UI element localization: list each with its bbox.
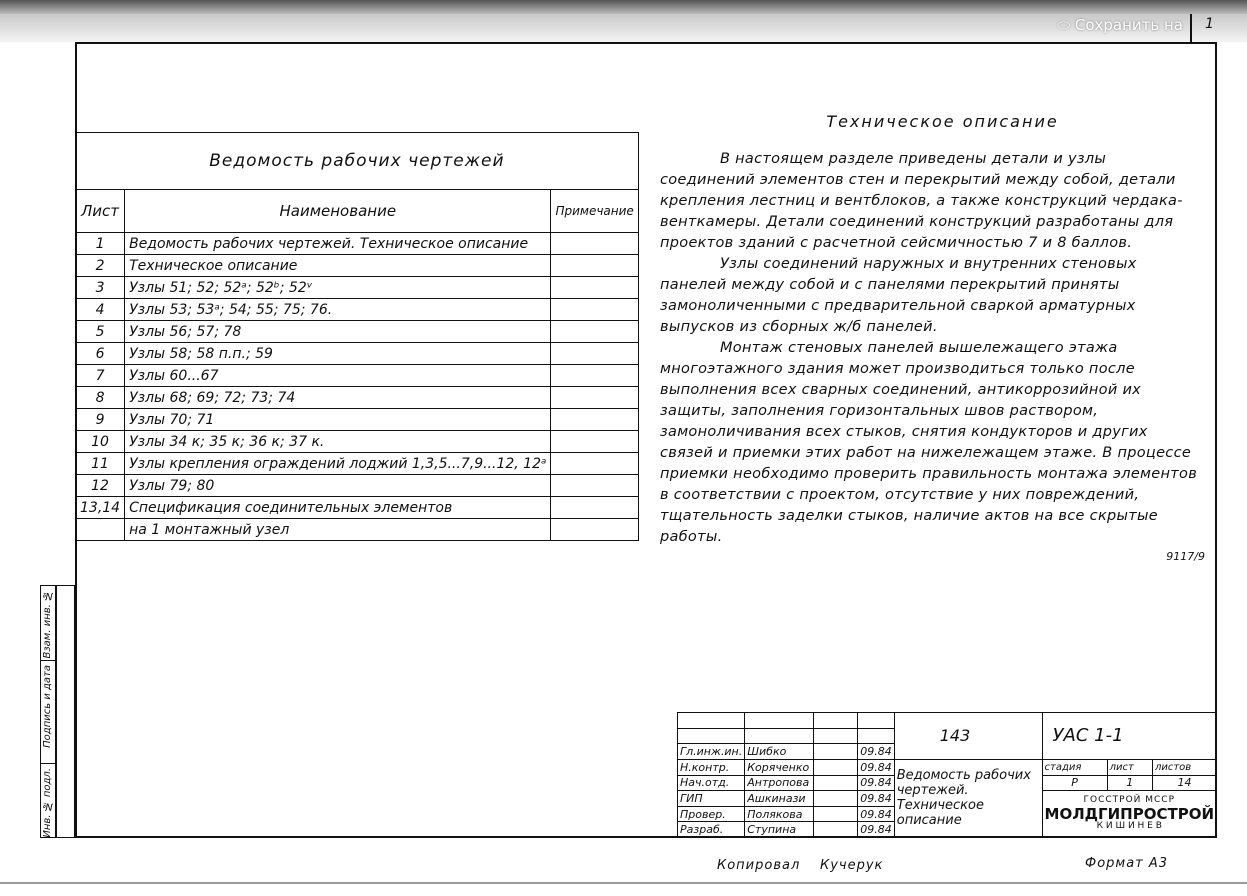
- staff-signature: [814, 744, 858, 760]
- sheets-label: листов: [1152, 759, 1216, 775]
- code-right: УАС 1-1: [1042, 713, 1216, 760]
- row-name: Техническое описание: [125, 255, 551, 277]
- drawings-register-table: [75, 132, 639, 541]
- table-row: [76, 321, 639, 343]
- row-name: Узлы 34 к; 35 к; 36 к; 37 к.: [125, 431, 551, 453]
- side-stamp: [40, 585, 75, 838]
- table-row: [76, 277, 639, 299]
- sheet-label: лист: [1107, 759, 1152, 775]
- register-title: Ведомость рабочих чертежей: [76, 133, 639, 190]
- sheet-value: 1: [1107, 775, 1152, 791]
- row-note: [551, 233, 638, 255]
- table-row: [76, 497, 639, 519]
- row-sheet: 3: [76, 277, 125, 299]
- staff-signature: [814, 759, 858, 775]
- org-city: К И Ш И Н Е В: [1096, 821, 1162, 832]
- table-row: [76, 233, 639, 255]
- row-name: Узлы 53; 53ᵃ; 54; 55; 75; 76.: [125, 299, 551, 321]
- row-note: [551, 497, 638, 519]
- top-bar: [0, 0, 1247, 14]
- table-row: [76, 387, 639, 409]
- code-left: 143: [894, 713, 1042, 760]
- row-sheet: 2: [76, 255, 125, 277]
- row-name: Спецификация соединительных элементов: [125, 497, 551, 519]
- corner-divider: [1190, 14, 1192, 42]
- staff-name: Полякова: [745, 806, 814, 822]
- row-note: [551, 343, 638, 365]
- stage-label: стадия: [1042, 759, 1107, 775]
- side-stamp-inventory: Инв. № подл.: [42, 768, 53, 838]
- staff-role: Нач.отд.: [678, 775, 745, 791]
- header-sheet: Лист: [76, 190, 125, 233]
- row-sheet: 5: [76, 321, 125, 343]
- table-row: [76, 409, 639, 431]
- sheets-value: 14: [1152, 775, 1216, 791]
- side-divider: [55, 586, 57, 837]
- staff-role: Н.контр.: [678, 759, 745, 775]
- stage-value: Р: [1042, 775, 1107, 791]
- row-note: [551, 255, 638, 277]
- row-sheet: 11: [76, 453, 125, 475]
- description-paragraph: Узлы соединений наружных и внутренних стеновых панелей между собой и с панелями перекрытий приняты замоноличенными с предварительной сваркой арматурных выпусков из сборных ж/б панелей.: [660, 256, 1137, 335]
- save-icon: ⬭: [1057, 16, 1075, 34]
- row-note: [551, 453, 638, 475]
- copied-label: Копировал: [717, 858, 801, 873]
- staff-signature: [814, 791, 858, 807]
- row-name: Ведомость рабочих чертежей. Техническое описание: [125, 233, 551, 255]
- staff-date: 09.84: [858, 822, 895, 838]
- row-note: [551, 475, 638, 497]
- row-note: [551, 387, 638, 409]
- description-title: Техническое описание: [826, 112, 1059, 131]
- row-sheet: 12: [76, 475, 125, 497]
- reference-number: 9117/9: [1166, 550, 1205, 563]
- row-name: на 1 монтажный узел: [125, 519, 551, 541]
- description-paragraph: Монтаж стеновых панелей вышележащего этажа многоэтажного здания может производиться только после выполнения всех сварных соединений, антикоррозийной их защиты, заполнения горизонтальных швов раствором, замоноличивания всех стыков, снятия кондукторов и других связей и приемки этих работ на нижележащем этаже. В процессе приемки необходимо проверить правильность монтажа элементов в соответствии с проектом, отсутствие у них повреждений, тщательность заделки стыков, наличие актов на все скрытые работы.: [660, 340, 1198, 545]
- staff-signature: [814, 775, 858, 791]
- sheet-corner-number: 1: [1205, 16, 1214, 32]
- table-row: [76, 453, 639, 475]
- row-sheet: [76, 519, 125, 541]
- row-sheet: 10: [76, 431, 125, 453]
- row-sheet: 7: [76, 365, 125, 387]
- row-name: Узлы 60...67: [125, 365, 551, 387]
- row-note: [551, 277, 638, 299]
- row-note: [551, 431, 638, 453]
- staff-name: Коряченко: [745, 759, 814, 775]
- row-name: Узлы 70; 71: [125, 409, 551, 431]
- row-note: [551, 409, 638, 431]
- side-stamp-signature: Подпись и дата: [42, 665, 53, 748]
- staff-role: Гл.инж.ин.: [678, 744, 745, 760]
- row-note: [551, 321, 638, 343]
- row-note: [551, 365, 638, 387]
- org-top: ГОССТРОЙ МССР: [1083, 794, 1176, 805]
- table-row: [76, 365, 639, 387]
- header-name: Наименование: [125, 190, 551, 233]
- row-name: Узлы 79; 80: [125, 475, 551, 497]
- staff-date: 09.84: [858, 791, 895, 807]
- row-sheet: 4: [76, 299, 125, 321]
- table-row: [76, 519, 639, 541]
- row-sheet: 8: [76, 387, 125, 409]
- staff-signature: [814, 822, 858, 838]
- org-name: МОЛДГИПРОСТРОЙ: [1044, 804, 1214, 823]
- row-sheet: 6: [76, 343, 125, 365]
- format-label: Формат А3: [1085, 856, 1169, 871]
- staff-name: Шибко: [745, 744, 814, 760]
- staff-role: ГИП: [678, 791, 745, 807]
- table-row: [76, 431, 639, 453]
- staff-name: Ступина: [745, 822, 814, 838]
- document-title: Ведомость рабочих чертежей. Техническое описание: [894, 759, 1042, 837]
- row-sheet: 13,14: [76, 497, 125, 519]
- table-row: [76, 475, 639, 497]
- row-name: Узлы 56; 57; 78: [125, 321, 551, 343]
- staff-name: Ашкинази: [745, 791, 814, 807]
- staff-date: 09.84: [858, 775, 895, 791]
- staff-name: Антропова: [745, 775, 814, 791]
- technical-description: [660, 112, 1205, 564]
- table-row: [76, 299, 639, 321]
- table-row: [76, 343, 639, 365]
- table-row: [76, 255, 639, 277]
- side-stamp-replaced: Взам. инв. №: [42, 590, 53, 659]
- row-sheet: 9: [76, 409, 125, 431]
- row-note: [551, 299, 638, 321]
- staff-role: Провер.: [678, 806, 745, 822]
- row-name: Узлы крепления ограждений лоджий 1,3,5...7,9...12, 12ᵃ: [125, 453, 551, 475]
- row-sheet: 1: [76, 233, 125, 255]
- row-name: Узлы 68; 69; 72; 73; 74: [125, 387, 551, 409]
- staff-signature: [814, 806, 858, 822]
- copied-by: Кучерук: [820, 858, 884, 873]
- staff-date: 09.84: [858, 744, 895, 760]
- description-paragraph: В настоящем разделе приведены детали и узлы соединений элементов стен и перекрытий между собой, детали крепления лестниц и вентблоков, а также конструкций чердака-венткамеры. Детали соединений конструкций разработаны для проектов зданий с расчетной сейсмичностью 7 и 8 баллов.: [660, 151, 1183, 251]
- row-name: Узлы 51; 52; 52ᵃ; 52ᵇ; 52ᵛ: [125, 277, 551, 299]
- staff-role: Разраб.: [678, 822, 745, 838]
- row-name: Узлы 58; 58 п.п.; 59: [125, 343, 551, 365]
- header-note: Примечание: [551, 190, 638, 233]
- row-note: [551, 519, 638, 541]
- scan-edge: [0, 882, 1247, 884]
- save-button[interactable]: ⬭ Сохранить на: [1057, 16, 1183, 34]
- staff-date: 09.84: [858, 806, 895, 822]
- staff-date: 09.84: [858, 759, 895, 775]
- title-block: [677, 712, 1217, 838]
